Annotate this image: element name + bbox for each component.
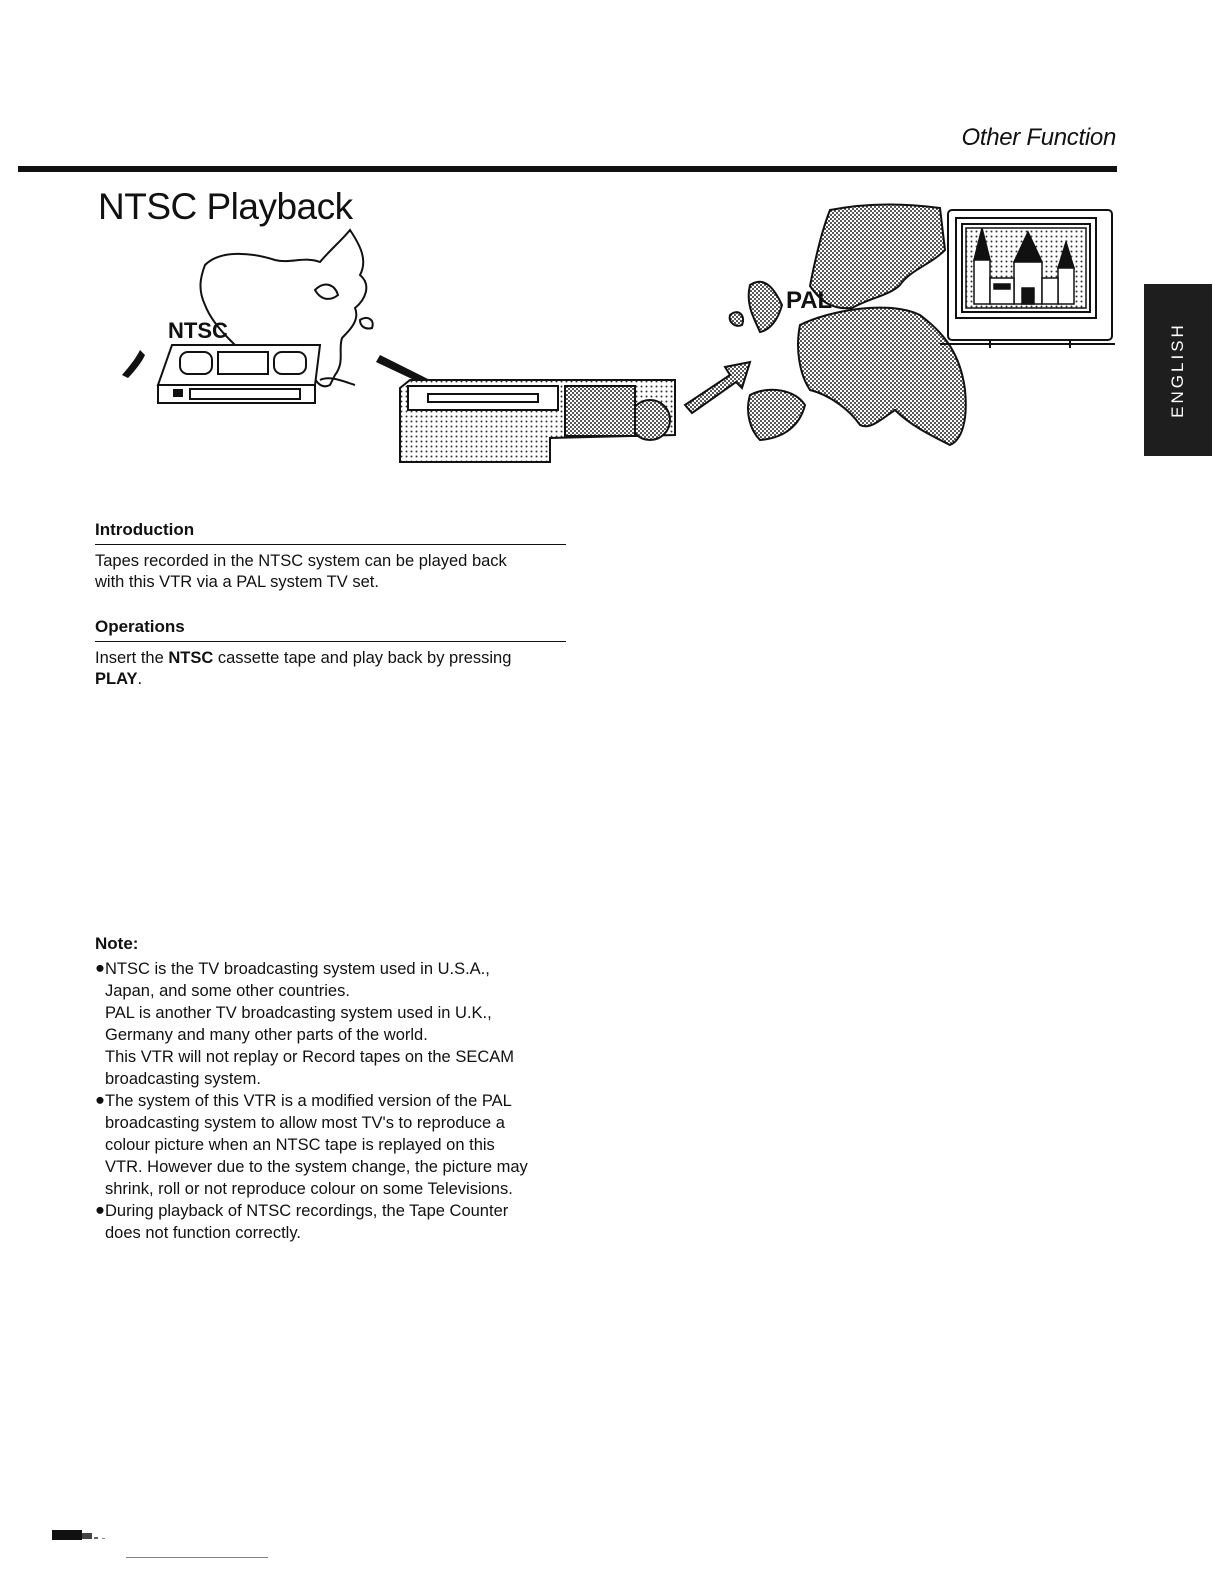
castle-picture-icon [966, 228, 1086, 308]
page-title: NTSC Playback [98, 186, 353, 227]
introduction-line: Tapes recorded in the NTSC system can be played back [95, 552, 507, 570]
bullet-icon: ● [95, 1091, 105, 1109]
operations-text: cassette tape and play back by pressing [213, 649, 512, 667]
note-heading: Note: [95, 934, 139, 953]
cassette-tape-icon [158, 345, 320, 403]
note-line: colour picture when an NTSC tape is replayed on this [105, 1136, 495, 1154]
operations-heading: Operations [95, 617, 566, 642]
ntsc-region-label: NTSC [168, 318, 228, 343]
footer-rule [126, 1557, 268, 1558]
operations-text: . [137, 670, 143, 688]
note-line: NTSC is the TV broadcasting system used in U.S.A., [105, 960, 490, 978]
introduction-heading: Introduction [95, 520, 566, 545]
note-line: does not function correctly. [105, 1224, 301, 1242]
note-line: The system of this VTR is a modified version of the PAL [105, 1092, 512, 1110]
note-line: broadcasting system to allow most TV's to reproduce a [105, 1114, 505, 1132]
introduction-line: with this VTR via a PAL system TV set. [95, 573, 379, 591]
note-list [95, 958, 575, 1244]
note-item [95, 958, 575, 1090]
language-tab-label: ENGLISH [1168, 322, 1188, 418]
operations-text: Insert the [95, 649, 169, 667]
note-item [95, 1200, 575, 1244]
note-line: Japan, and some other countries. [105, 982, 350, 1000]
pal-region-label: PAL [786, 287, 833, 314]
introduction-body [95, 551, 565, 593]
operations-body [95, 648, 565, 690]
scan-mark-icon [52, 1528, 112, 1542]
bullet-icon: ● [95, 959, 105, 977]
vcr-deck-icon [400, 380, 675, 462]
note-line: During playback of NTSC recordings, the Tape Counter [105, 1202, 509, 1220]
section-header-label: Other Function [961, 124, 1116, 151]
ntsc-to-pal-illustration [110, 190, 1130, 480]
bullet-icon: ● [95, 1201, 105, 1219]
note-line: PAL is another TV broadcasting system used in U.K., [105, 1004, 492, 1022]
note-line: This VTR will not replay or Record tapes on the SECAM [105, 1048, 514, 1066]
operations-play-button-label: PLAY [95, 670, 138, 688]
note-line: VTR. However due to the system change, the picture may [105, 1158, 528, 1176]
note-line: shrink, roll or not reproduce colour on some Televisions. [105, 1180, 513, 1198]
header-rule [18, 166, 1117, 172]
operations-tape-type: NTSC [168, 649, 214, 667]
note-line: broadcasting system. [105, 1070, 261, 1088]
europe-map-icon [730, 205, 966, 446]
note-item [95, 1090, 575, 1200]
language-tab [1144, 284, 1212, 456]
japan-map-icon [122, 350, 145, 378]
output-arrow-icon [685, 362, 750, 413]
note-line: Germany and many other parts of the world. [105, 1026, 428, 1044]
